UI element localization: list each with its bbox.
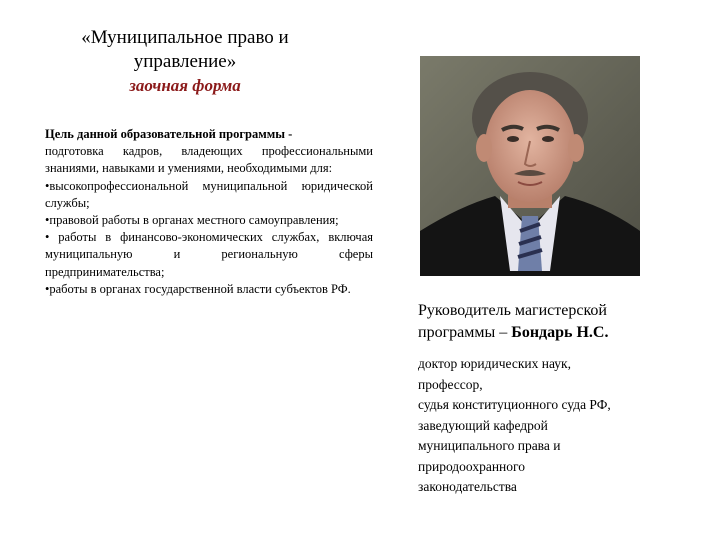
credential-line: заведующий кафедрой: [418, 417, 548, 433]
program-title-line-2: управление»: [133, 51, 237, 72]
leader-credentials: [418, 354, 688, 498]
program-title: [40, 26, 330, 74]
leader-photo: [420, 56, 640, 276]
credential-line: профессор,: [418, 376, 483, 392]
program-title-line-1: «Муниципальное право и: [81, 27, 289, 48]
leader-name: Бондарь Н.С.: [511, 324, 609, 341]
leader-caption: [418, 300, 688, 344]
description-item: •правовой работы в органах местного самоуправления;: [45, 213, 339, 228]
credential-line: судья конституционного суда РФ,: [418, 397, 611, 412]
credential-line: законодательства: [418, 479, 517, 494]
credential-line: муниципального права и: [418, 438, 561, 453]
description-intro: Цель данной образовательной программы -: [45, 127, 293, 141]
description-lead: подготовка кадров, владеющих профессиональными знаниями, навыками и умениями, необходимыми для:: [45, 144, 373, 176]
credential-line: доктор юридических наук,: [418, 356, 571, 371]
portrait-illustration: [420, 56, 640, 276]
program-description: [45, 126, 373, 298]
credential-line: природоохранного: [418, 458, 525, 474]
description-item: •высокопрофессиональной муниципальной юридической службы;: [45, 178, 373, 210]
description-item: •работы в органах государственной власти субъектов РФ.: [45, 281, 351, 296]
description-item: • работы в финансово-экономических службах, включая муниципальную и региональную сферы предпринимательства;: [45, 230, 373, 279]
study-form: заочная форма: [129, 76, 241, 95]
leader-role: Руководитель магистерской программы –: [418, 302, 607, 341]
